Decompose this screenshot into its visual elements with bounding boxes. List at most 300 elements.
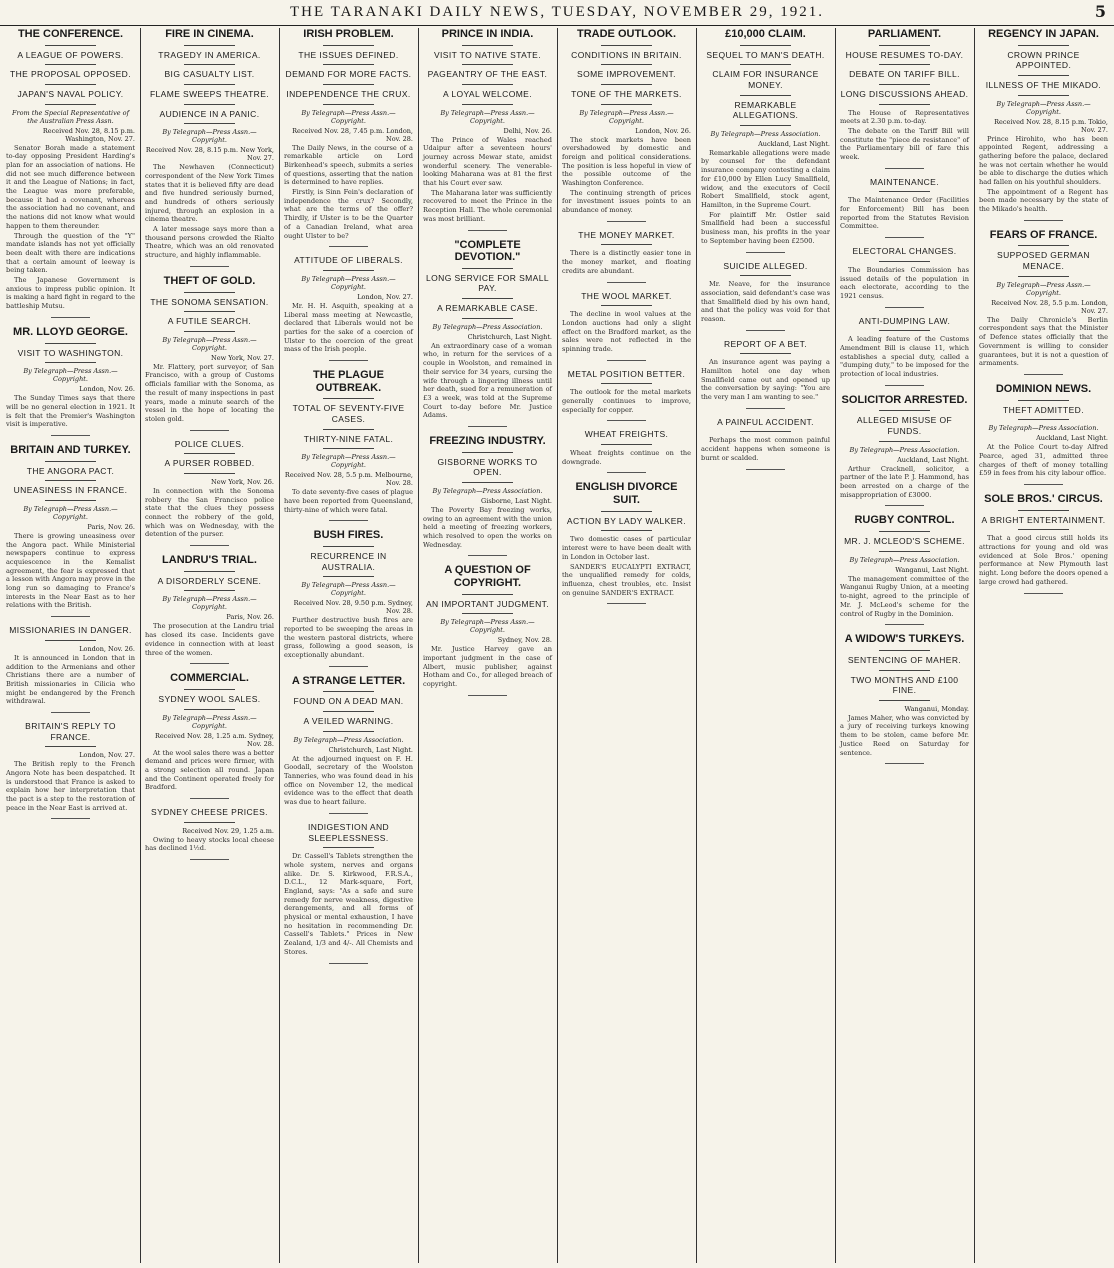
article-paragraph: The Newhaven (Connecticut) correspondent of the New York Times states that it is believed fifty are dead and five hundred seriously burned, and hundreds of others seriously injured, through an explosion in a cinema theatre. xyxy=(145,163,274,224)
divider xyxy=(462,482,514,483)
article xyxy=(701,261,830,331)
article-paragraph: Mr. Flattery, port surveyor, of San Francisco, with a group of Customs officials familiar with the Sonoma, as the result of many inspections in past years, made a minute search of the vessel in the hope of locating the stolen gold. xyxy=(145,362,274,423)
divider xyxy=(190,798,229,799)
article-paragraph: A leading feature of the Customs Amendment Bill is clause 11, which establishes a special duty, called a "dumping duty," to be imposed for the protection of local industries. xyxy=(840,335,969,379)
article-paragraph: A later message says more than a thousand persons crowded the Rialto Theatre, which was an old renovated structure, and highly inflammable. xyxy=(145,225,274,260)
article-dateline: Received Nov. 28, 9.50 p.m. Sydney, Nov. 28. xyxy=(293,599,413,616)
article-paragraph: The appointment of a Regent has been made necessary by the state of the Mikado's health. xyxy=(979,187,1108,214)
divider xyxy=(601,64,653,65)
article-subheading: THE ISSUES DEFINED. xyxy=(298,49,399,60)
article-headline: RUGBY CONTROL. xyxy=(854,514,955,527)
divider xyxy=(190,430,229,431)
divider xyxy=(184,822,236,823)
divider xyxy=(879,191,931,192)
divider xyxy=(323,847,375,848)
column-rule xyxy=(557,28,558,1263)
article-paragraph: The debate on the Tariff Bill will constitute the "piece de resistance" of the Parliamentary bill of fare this week. xyxy=(840,126,969,162)
article-subheading: AUDIENCE IN A PANIC. xyxy=(159,108,260,119)
article-dateline: Auckland, Last Night. xyxy=(758,139,830,148)
divider xyxy=(468,230,507,231)
divider xyxy=(329,963,368,964)
article-paragraph: In connection with the Sonoma robbery the San Francisco police state that the clues they possess connect the robbery of the gold, which was on Wednesday, with the detention of the purser. xyxy=(145,486,274,539)
article xyxy=(562,230,691,283)
divider xyxy=(51,317,90,318)
divider xyxy=(184,104,236,105)
article-headline: BUSH FIRES. xyxy=(313,529,384,542)
article-subheading: ACTION BY LADY WALKER. xyxy=(566,515,687,526)
divider xyxy=(607,603,646,604)
masthead xyxy=(0,0,1114,26)
article-dateline: Received Nov. 28, 8.15 p.m. New York, Nov. 27. xyxy=(145,146,274,163)
article-paragraph: The British reply to the French Angora Note has been despatched. It is understood that France is asked to explain how her interpretation that the pact is a step to the restoration of peace in the Near East is arrived at. xyxy=(6,760,135,812)
article-subheading: A PURSER ROBBED. xyxy=(164,458,255,469)
article-paragraph: Prince Hirohito, who has been appointed Regent, addressing a gathering before the palace, declared he was not certain whether he would be able to discharge the duties which had fallen on his youthful shoulders. xyxy=(979,134,1108,187)
article-subheading: THEFT ADMITTED. xyxy=(1003,404,1084,415)
article xyxy=(979,383,1108,485)
divider xyxy=(885,307,924,308)
article-paragraph: James Maher, who was convicted by a jury of receiving turkeys knowing them to be stolen, came before Mr. Justice Reed on Saturday for sentence. xyxy=(840,713,969,757)
article-subheading: THE MONEY MARKET. xyxy=(578,229,675,240)
divider xyxy=(1018,400,1070,401)
divider xyxy=(45,480,97,481)
article-paragraph: The Prince of Wales reached Udaipur after a seventeen hours' journey across Mewar state, amidst wonderful scenery. The venerable-looking Maharana was at 81 the first that his Court ever saw. xyxy=(423,135,552,188)
article-dateline: Sydney, Nov. 28. xyxy=(497,636,552,645)
article xyxy=(979,28,1108,221)
article-subheading: ALLEGED MISUSE OF FUNDS. xyxy=(856,415,953,437)
article xyxy=(562,481,691,604)
article-paragraph: The continuing strength of prices for investment issues points to an abundance of money. xyxy=(562,188,691,215)
article-paragraph: The management committee of the Wanganui Rugby Union, at a meeting to-night, agreed to the principle of Mr. J. McLeod's scheme for the control of Rugby in the Dominion. xyxy=(840,574,969,618)
article-credit: By Telegraph—Press Assn.—Copyright. xyxy=(162,335,257,352)
article-paragraph: Through the question of the "Y" mandate islands has not yet officially been dealt with there are indications that a certain amount of leeway is being taken. xyxy=(6,231,135,275)
article xyxy=(840,394,969,507)
article-headline: £10,000 CLAIM. xyxy=(725,28,806,40)
article-paragraph: SANDER'S EUCALYPTI EXTRACT, the unqualified remedy for colds, influenza, chest troubles, etc. Insist on genuine SANDER'S EXTRACT. xyxy=(562,562,691,597)
article-dateline: Received Nov. 28, 7.45 p.m. London, Nov. 28. xyxy=(292,126,413,143)
article-subheading: SUPPOSED GERMAN MENACE. xyxy=(997,250,1090,272)
article-paragraph: The House of Representatives meets at 2.30 p.m. to-day. xyxy=(840,108,969,126)
divider xyxy=(1018,45,1070,46)
divider xyxy=(329,360,368,361)
divider xyxy=(190,663,229,664)
divider xyxy=(329,666,368,667)
article-headline: THEFT OF GOLD. xyxy=(163,274,256,287)
divider xyxy=(607,472,646,473)
article-subheading: HOUSE RESUMES TO-DAY. xyxy=(845,49,964,60)
divider xyxy=(601,530,653,531)
article-dateline: London, Nov. 26. xyxy=(635,126,691,135)
divider xyxy=(45,362,97,363)
divider xyxy=(462,64,514,65)
article-paragraph: An insurance agent was paying a Hamilton hotel one day when Smallfield came out and opened up the conversation by saying: "You are the very man I am wanting to see." xyxy=(701,358,830,402)
column-3 xyxy=(280,28,417,1263)
divider xyxy=(184,331,236,332)
article-credit: By Telegraph—Press Assn.—Copyright. xyxy=(301,274,396,291)
column-rule xyxy=(418,28,419,1263)
article xyxy=(979,493,1108,593)
article-dateline: Paris, Nov. 26. xyxy=(226,613,274,622)
divider xyxy=(51,712,90,713)
article xyxy=(284,529,413,666)
article-subheading: A VEILED WARNING. xyxy=(303,716,394,727)
divider xyxy=(746,330,785,331)
divider xyxy=(740,45,792,46)
article-headline: COMMERCIAL. xyxy=(170,672,249,685)
article-dateline: Gisborne, Last Night. xyxy=(481,496,552,505)
article-paragraph: The Boundaries Commission has issued details of the population in each electorate, according to the 1921 census. xyxy=(840,265,969,300)
article-subheading: ANTI-DUMPING LAW. xyxy=(858,315,951,326)
article xyxy=(284,255,413,361)
article-subheading: CROWN PRINCE APPOINTED. xyxy=(1007,49,1080,71)
article-headline: MR. LLOYD GEORGE. xyxy=(13,325,128,338)
divider xyxy=(184,473,236,474)
divider xyxy=(601,383,653,384)
divider xyxy=(1024,484,1063,485)
article-credit: By Telegraph—Press Assn.—Copyright. xyxy=(162,128,257,145)
article-headline: FREEZING INDUSTRY. xyxy=(429,435,546,448)
article-paragraph: There is growing uneasiness over the Angora pact. While Ministerial newspapers continue to express acquiescence in the Kemalist agreement, the fear is expressed that a lesson with Angora may prove in the long run so damaging to France's interests in the Near East as to her relations with the British. xyxy=(6,531,135,610)
article-credit: By Telegraph—Press Association. xyxy=(432,322,543,331)
article-subheading: A BRIGHT ENTERTAINMENT. xyxy=(981,514,1106,525)
divider xyxy=(740,125,792,126)
article-credit: By Telegraph—Press Association. xyxy=(849,445,960,454)
article-headline: LANDRU'S TRIAL. xyxy=(162,554,257,567)
divider xyxy=(879,410,931,411)
article-dateline: Delhi, Nov. 26. xyxy=(503,126,552,135)
article xyxy=(701,28,830,253)
article-subheading: SENTENCING OF MAHER. xyxy=(847,654,962,665)
divider xyxy=(746,252,785,253)
article xyxy=(840,316,969,386)
article-headline: PARLIAMENT. xyxy=(867,28,942,40)
article xyxy=(145,807,274,860)
divider xyxy=(1018,276,1070,277)
article-paragraph: To date seventy-five cases of plague have been reported from Queensland, thirty-nine of which were fatal. xyxy=(284,488,413,514)
divider xyxy=(879,551,931,552)
article-dateline: Received Nov. 28, 1.25 a.m. Sydney, Nov. 28. xyxy=(154,731,274,748)
article-subheading: ELECTORAL CHANGES. xyxy=(852,246,957,257)
article xyxy=(562,28,691,222)
article-subheading: THE ANGORA PACT. xyxy=(26,465,115,476)
article-paragraph: The Daily News, in the course of a remarkable article on Lord Birkenhead's speech, submits a series of questions, asserting that the nation is determined to have replies. xyxy=(284,143,413,187)
divider xyxy=(323,84,375,85)
article-paragraph: Remarkable allegations were made by counsel for the defendant insurance company contesting a claim for £10,000 by Ellen Lucy Smallfield, widow, and the executors of Cecil Robert Smallfield, stock agent, Hamilton, in the Supreme Court. xyxy=(701,148,830,209)
divider xyxy=(879,261,931,262)
article-subheading: WHEAT FREIGHTS. xyxy=(584,429,669,440)
divider xyxy=(740,353,792,354)
article-subheading: PAGEANTRY OF THE EAST. xyxy=(427,69,548,80)
article-subheading: VISIT TO WASHINGTON. xyxy=(17,347,124,358)
divider xyxy=(468,695,507,696)
article-dateline: Christchurch, Last Night. xyxy=(328,745,413,754)
article xyxy=(145,439,274,546)
article-subheading: BIG CASUALTY LIST. xyxy=(164,69,255,80)
article xyxy=(6,444,135,617)
article xyxy=(145,28,274,267)
divider xyxy=(468,426,507,427)
article-subheading: TWO MONTHS AND £100 FINE. xyxy=(850,674,959,696)
article-subheading: GISBORNE WORKS TO OPEN. xyxy=(437,456,538,478)
article-credit: By Telegraph—Press Assn.—Copyright. xyxy=(23,367,118,384)
divider xyxy=(1018,95,1070,96)
article-credit: By Telegraph—Press Assn.—Copyright. xyxy=(579,108,674,125)
divider xyxy=(601,511,653,512)
article-dateline: Received Nov. 28, 5.5 p.m. Melbourne, Nov. 28. xyxy=(284,471,413,488)
divider xyxy=(462,45,514,46)
article-headline: TRADE OUTLOOK. xyxy=(577,28,676,40)
article-headline: REGENCY IN JAPAN. xyxy=(988,28,1099,40)
divider xyxy=(45,746,97,747)
divider xyxy=(601,305,653,306)
article-subheading: AN IMPORTANT JUDGMENT. xyxy=(425,598,550,609)
article-paragraph: The Sunday Times says that there will be no general election in 1921. It is felt that the Premier's Washington visit is imperative. xyxy=(6,394,135,429)
article-paragraph: Mr. H. H. Asquith, speaking at a Liberal mass meeting at Newcastle, declared that Liberals would not be parties for the sake of a coercion of Ulster to the coercion of the great mass of the Irish people. xyxy=(284,301,413,354)
article-paragraph: The decline in wool values at the London auctions had only a slight effect on the Bradford market, as the sales were not reflected in the spinning trade. xyxy=(562,310,691,354)
article-dateline: Received Nov. 29, 1.25 a.m. xyxy=(182,826,274,835)
article xyxy=(145,672,274,799)
article-subheading: A REMARKABLE CASE. xyxy=(437,303,538,314)
divider xyxy=(45,45,97,46)
article-credit: By Telegraph—Press Assn.—Copyright. xyxy=(301,581,396,598)
article-paragraph: It is announced in London that in addition to the Armenians and other Christians there are a number of British missionaries in Cilicia who might be endangered by the French withdrawal. xyxy=(6,653,135,706)
article-dateline: London, Nov. 26. xyxy=(79,644,135,653)
article-paragraph: Mr. Justice Harvey gave an important judgment in the case of Albert, music publisher, against Hotham and Co., for alleged breach of copyright. xyxy=(423,645,552,689)
divider xyxy=(607,221,646,222)
divider xyxy=(879,104,931,105)
article-credit: By Telegraph—Press Assn.—Copyright. xyxy=(23,504,118,521)
divider xyxy=(323,270,375,271)
article xyxy=(6,721,135,819)
divider xyxy=(740,431,792,432)
article-headline: IRISH PROBLEM. xyxy=(303,28,394,40)
article-subheading: FLAME SWEEPS THEATRE. xyxy=(149,88,270,99)
article xyxy=(6,326,135,436)
article xyxy=(701,417,830,470)
divider xyxy=(184,571,236,572)
article xyxy=(284,675,413,814)
article-headline: A QUESTION OF COPYRIGHT. xyxy=(444,564,531,590)
article-credit: By Telegraph—Press Assn.—Copyright. xyxy=(301,453,396,470)
article-paragraph: Owing to heavy stocks local cheese has declined 1½d. xyxy=(145,835,274,853)
divider xyxy=(323,731,375,732)
article-credit: By Telegraph—Press Assn.—Copyright. xyxy=(440,108,535,125)
article-subheading: SYDNEY CHEESE PRICES. xyxy=(151,807,268,818)
column-rule xyxy=(696,28,697,1263)
article-headline: DOMINION NEWS. xyxy=(995,382,1092,395)
article-subheading: METAL POSITION BETTER. xyxy=(567,368,686,379)
divider xyxy=(1018,75,1070,76)
article-subheading: CONDITIONS IN BRITAIN. xyxy=(571,49,682,60)
column-rule xyxy=(140,28,141,1263)
page-number: 5 xyxy=(1094,2,1106,21)
divider xyxy=(323,691,375,692)
article-paragraph: Senator Borah made a statement to-day opposing President Harding's plan for an association of nations. He did not see much difference between it and the League of Nations; in fact, the League was more preferable, because it had a covenant, whereas the association had no covenant, and the nations did not know what would happen to them thereunder. xyxy=(6,143,135,230)
article-subheading: SYDNEY WOOL SALES. xyxy=(158,693,261,704)
article xyxy=(145,275,274,431)
article-dateline: Wanganui, Monday. xyxy=(904,704,969,713)
divider xyxy=(1018,419,1070,420)
article-subheading: SOME IMPROVEMENT. xyxy=(577,69,676,80)
divider xyxy=(879,45,931,46)
article-subheading: TRAGEDY IN AMERICA. xyxy=(158,49,261,60)
article-paragraph: Perhaps the most common painful accident happens when someone is burnt or scalded. xyxy=(701,436,830,462)
column-rule xyxy=(974,28,975,1263)
article-paragraph: The stock markets have been overshadowed by domestic and foreign and political considerations. The position is less hopeful in view of the possible outcome of the Washington Conference. xyxy=(562,135,691,188)
article xyxy=(284,822,413,964)
article-subheading: LONG SERVICE FOR SMALL PAY. xyxy=(426,272,549,294)
article-dateline: Paris, Nov. 26. xyxy=(87,522,135,531)
column-6 xyxy=(697,28,834,1263)
divider xyxy=(323,711,375,712)
divider xyxy=(746,408,785,409)
article-subheading: TONE OF THE MARKETS. xyxy=(571,88,682,99)
divider xyxy=(601,104,653,105)
divider xyxy=(885,763,924,764)
article xyxy=(145,554,274,664)
divider xyxy=(45,500,97,501)
divider xyxy=(879,84,931,85)
divider xyxy=(462,104,514,105)
article-subheading: LONG DISCUSSIONS AHEAD. xyxy=(840,88,969,99)
newspaper-title: THE TARANAKI DAILY NEWS, TUESDAY, NOVEMBER 29, 1921. xyxy=(290,4,824,20)
divider xyxy=(879,650,931,651)
article-subheading: INDIGESTION AND SLEEPLESSNESS. xyxy=(307,821,390,843)
article-dateline: Auckland, Last Night. xyxy=(897,455,969,464)
divider xyxy=(45,343,97,344)
article-credit: By Telegraph—Press Association. xyxy=(710,129,821,138)
article-dateline: Christchurch, Last Night. xyxy=(467,332,552,341)
divider xyxy=(190,266,229,267)
article-paragraph: That a good circus still holds its attractions for young and old was evidenced at Sole Bros.' opening performance at New Plymouth last night. Long before the doors opened a large crowd had gathered. xyxy=(979,534,1108,586)
divider xyxy=(323,398,375,399)
divider xyxy=(468,555,507,556)
divider xyxy=(323,576,375,577)
divider xyxy=(190,859,229,860)
article-paragraph: Firstly, is Sinn Fein's declaration of independence the crux? Secondly, what are the terms of the offer? Thirdly, if Ulster is to be the Quarter of a Canadian Ireland, what area ought Ulster to be? xyxy=(284,188,413,240)
divider xyxy=(1018,510,1070,511)
article-paragraph: At the adjourned inquest on F. H. Goodall, secretary of the Woolston Tanneries, who was found dead in his office on November 12, the medical evidence was to the effect that death was due to heart failure. xyxy=(284,754,413,807)
divider xyxy=(51,616,90,617)
article-subheading: BRITAIN'S REPLY TO FRANCE. xyxy=(25,721,116,742)
divider xyxy=(45,461,97,462)
article-paragraph: The Maintenance Order (Facilities for Enforcement) Bill has been reported from the Statutes Revision Committee. xyxy=(840,196,969,231)
divider xyxy=(184,64,236,65)
divider xyxy=(329,246,368,247)
article-subheading: REPORT OF A BET. xyxy=(723,338,808,349)
divider xyxy=(329,520,368,521)
article-credit: By Telegraph—Press Association. xyxy=(849,555,960,564)
article-dateline: New York, Nov. 26. xyxy=(211,477,274,486)
divider xyxy=(51,818,90,819)
article-credit: By Telegraph—Press Assn.—Copyright. xyxy=(162,595,257,612)
article-headline: PRINCE IN INDIA. xyxy=(441,28,534,40)
article xyxy=(423,564,552,695)
article xyxy=(6,625,135,713)
divider xyxy=(1024,593,1063,594)
divider xyxy=(1018,245,1070,246)
article-paragraph: The Maharana later was sufficiently recovered to meet the Prince in the Reception Hall. The whole ceremonial was most brilliant. xyxy=(423,188,552,223)
article-dateline: Received Nov. 28, 8.15 p.m. Tokio, Nov. 27. xyxy=(994,117,1108,134)
divider xyxy=(323,64,375,65)
article-headline: SOLE BROS.' CIRCUS. xyxy=(984,493,1103,506)
article-subheading: MAINTENANCE. xyxy=(869,176,940,187)
divider xyxy=(885,505,924,506)
article xyxy=(423,28,552,231)
divider xyxy=(462,318,514,319)
article-subheading: ILLNESS OF THE MIKADO. xyxy=(985,79,1102,90)
article-paragraph: At the Police Court to-day Alfred Pearce, aged 31, admitted three charges of theft of money totalling £59 in fees from his city labour office. xyxy=(979,443,1108,478)
article-dateline: Wanganui, Last Night. xyxy=(895,565,969,574)
divider xyxy=(746,469,785,470)
divider xyxy=(879,670,931,671)
article-subheading: DEBATE ON TARIFF BILL. xyxy=(849,69,960,80)
article-subheading: MR. J. MCLEOD'S SCHEME. xyxy=(844,536,965,547)
article-subheading: REMARKABLE ALLEGATIONS. xyxy=(732,99,799,121)
divider xyxy=(462,84,514,85)
article-subheading: CLAIM FOR INSURANCE MONEY. xyxy=(712,69,819,90)
article-subheading: SEQUEL TO MAN'S DEATH. xyxy=(706,49,825,60)
divider xyxy=(607,420,646,421)
article xyxy=(840,246,969,307)
article xyxy=(423,435,552,556)
article-headline: FEARS OF FRANCE. xyxy=(989,228,1098,241)
divider xyxy=(879,531,931,532)
divider xyxy=(879,330,931,331)
divider xyxy=(45,84,97,85)
article-subheading: FOUND ON A DEAD MAN. xyxy=(293,696,404,707)
divider xyxy=(184,453,236,454)
article-paragraph: Arthur Cracknell, solicitor, a partner of the late P. J. Hammond, has been arrested on a charge of the misappropriation of £3000. xyxy=(840,464,969,499)
divider xyxy=(184,123,236,124)
divider xyxy=(462,613,514,614)
article-headline: A WIDOW'S TURKEYS. xyxy=(844,633,965,646)
article-headline: SOLICITOR ARRESTED. xyxy=(841,393,968,406)
divider xyxy=(184,292,236,293)
divider xyxy=(601,444,653,445)
article-credit: By Telegraph—Press Association. xyxy=(293,735,404,744)
article-subheading: ATTITUDE OF LIBERALS. xyxy=(294,255,403,266)
article-paragraph: An extraordinary case of a woman who, in return for the services of a couple in Woolston, and remained in their service for 34 years, cursing the wife through a lingering illness until her death, sued for a remuneration of £3 a week, was told at the Supreme Court to-day before Mr. Justice Adams. xyxy=(423,341,552,420)
article-paragraph: The Poverty Bay freezing works, owing to an agreement with the union held a meeting of freezing workers, which resolved to open the works on Wednesday. xyxy=(423,505,552,549)
article-subheading: INDEPENDENCE THE CRUX. xyxy=(286,88,411,99)
article xyxy=(423,239,552,427)
article-headline: FIRE IN CINEMA. xyxy=(165,28,254,40)
article-subheading: SUICIDE ALLEGED. xyxy=(723,260,808,271)
divider xyxy=(45,640,97,641)
article-headline: BRITAIN AND TURKEY. xyxy=(10,443,131,456)
divider xyxy=(601,84,653,85)
article-dateline: Auckland, Last Night. xyxy=(1036,434,1108,443)
article-headline: THE PLAGUE OUTBREAK. xyxy=(313,369,384,394)
column-1 xyxy=(2,28,139,1263)
article-paragraph: Wheat freights continue on the downgrade. xyxy=(562,449,691,466)
article-credit: By Telegraph—Press Assn.—Copyright. xyxy=(996,280,1091,297)
article-paragraph: Mr. Neave, for the insurance association, said defendant's case was that Smallfield died by his own hand, and that the policy was void for that reason. xyxy=(701,280,830,323)
divider xyxy=(184,311,236,312)
divider xyxy=(323,546,375,547)
divider xyxy=(740,95,792,96)
article-subheading: A DISORDERLY SCENE. xyxy=(157,575,262,586)
divider xyxy=(601,45,653,46)
article-paragraph: The Daily Chronicle's Berlin correspondent says that the Minister of Defence states officially that the Government is willing to consider guarantees, but it is not a question of armaments. xyxy=(979,315,1108,368)
article-dateline: Received Nov. 28, 5.5 p.m. London, Nov. 27. xyxy=(991,298,1108,315)
column-rule xyxy=(279,28,280,1263)
article-paragraph: There is a distinctly easier tone in the money market, and floating credits are abundant. xyxy=(562,249,691,275)
article-dateline: London, Nov. 27. xyxy=(357,292,413,301)
article-dateline: New York, Nov. 27. xyxy=(211,353,274,362)
article-paragraph: For plaintiff Mr. Ostler said Smallfield had been a successful business man, his profits in the year to September having been £2500. xyxy=(701,210,830,245)
article-subheading: A PAINFUL ACCIDENT. xyxy=(717,416,814,427)
